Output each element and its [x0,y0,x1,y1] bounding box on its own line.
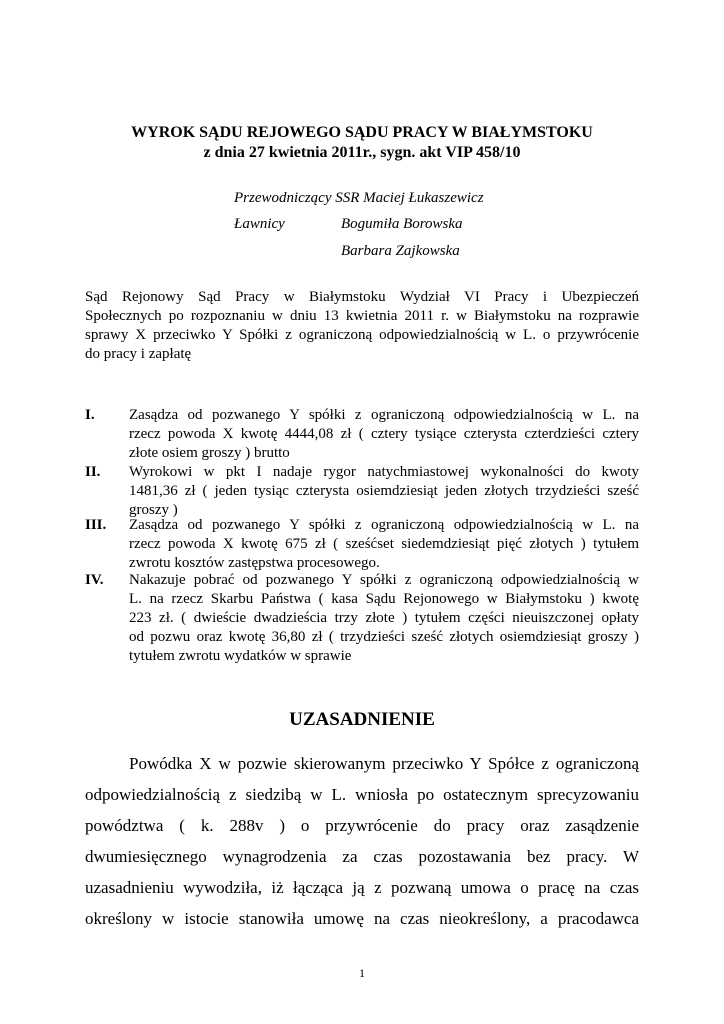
ruling-line: Zasądza od pozwanego Y spółki z ograniczoną odpowiedzialnością w L. na [129,517,639,533]
ruling-line: L. na rzecz Skarbu Państwa ( kasa Sądu Rejonowego w Białymstoku ) kwotę [129,591,639,607]
intro-line: sprawy X przeciwko Y Spółki z ograniczoną odpowiedzialnością w L. o przywrócenie [85,327,639,343]
ruling-line: Nakazuje pobrać od pozwanego Y spółki z ograniczoną odpowiedzialnością w [129,572,639,588]
ruling-text [129,406,639,463]
ruling-line: zwrotu kosztów zastępstwa procesowego. [129,555,380,571]
ruling-line: od pozwu oraz kwotę 36,80 zł ( trzydzieści sześć złotych osiemdziesiąt groszy ) [129,629,639,645]
ruling-line: 1481,36 zł ( jeden tysiąc czterysta osiemdziesiąt jeden złotych trzydzieści sześć [129,483,639,499]
ruling-line: Wyrokowi w pkt I nadaje rygor natychmiastowej wykonalności do kwoty [129,464,639,480]
justification-line: Powódka X w pozwie skierowanym przeciwko Y Spółce z ograniczoną [129,754,639,773]
ruling-line: groszy ) [129,502,178,518]
intro-line: do pracy i zapłatę [85,346,192,362]
presiding-judge: Przewodniczący SSR Maciej Łukaszewicz [234,190,484,206]
ruling-text [129,571,639,666]
justification-heading: UZASADNIENIE [289,709,435,730]
justification-line: powództwa ( k. 288v ) o przywrócenie do pracy oraz zasądzenie [85,816,639,835]
intro-line: Sąd Rejonowy Sąd Pracy w Białymstoku Wydział VI Pracy i Ubezpieczeń [85,289,639,305]
ruling-number: I. [85,407,95,423]
ruling-text [129,463,639,520]
lay-judge-1: Bogumiła Borowska [341,216,463,232]
judgment-date-signature: z dnia 27 kwietnia 2011r., sygn. akt VIP 458/10 [203,144,521,161]
ruling-line: złote osiem groszy ) brutto [129,445,290,461]
judgment-title: WYROK SĄDU REJOWEGO SĄDU PRACY W BIAŁYMSTOKU [131,124,593,141]
page-number: 1 [359,966,365,980]
lay-judge-2: Barbara Zajkowska [341,243,460,259]
ruling-line: tytułem zwrotu wydatków w sprawie [129,648,352,664]
intro-line: Społecznych po rozpoznaniu w dniu 13 kwietnia 2011 r. w Białymstoku na rozprawie [85,308,639,324]
justification-paragraph [85,748,639,934]
ruling-number: IV. [85,572,104,588]
justification-line: uzasadnieniu wywodziła, iż łącząca ją z pozwaną umowa o pracę na czas [85,878,639,897]
justification-line: dwumiesięcznego wynagrodzenia za czas pozostawania bez pracy. W [85,847,639,866]
ruling-line: 223 zł. ( dwieście dwadzieścia trzy złote ) tytułem części nieuiszczonej opłaty [129,610,639,626]
intro-paragraph [85,288,639,364]
lay-judges-label: Ławnicy [234,216,285,232]
ruling-text [129,516,639,573]
justification-line: określony w istocie stanowiła umowę na czas nieokreślony, a pracodawca [85,909,639,928]
ruling-number: II. [85,464,101,480]
ruling-line: Zasądza od pozwanego Y spółki z ograniczoną odpowiedzialnością w L. na [129,407,639,423]
ruling-line: rzecz powoda X kwotę 675 zł ( sześćset siedemdziesiąt pięć złotych ) tytułem [129,536,639,552]
ruling-number: III. [85,517,107,533]
ruling-line: rzecz powoda X kwotę 4444,08 zł ( cztery tysiące czterysta czterdzieści cztery [129,426,639,442]
justification-line: odpowiedzialnością z siedzibą w L. wniosła po ostatecznym sprecyzowaniu [85,785,639,804]
